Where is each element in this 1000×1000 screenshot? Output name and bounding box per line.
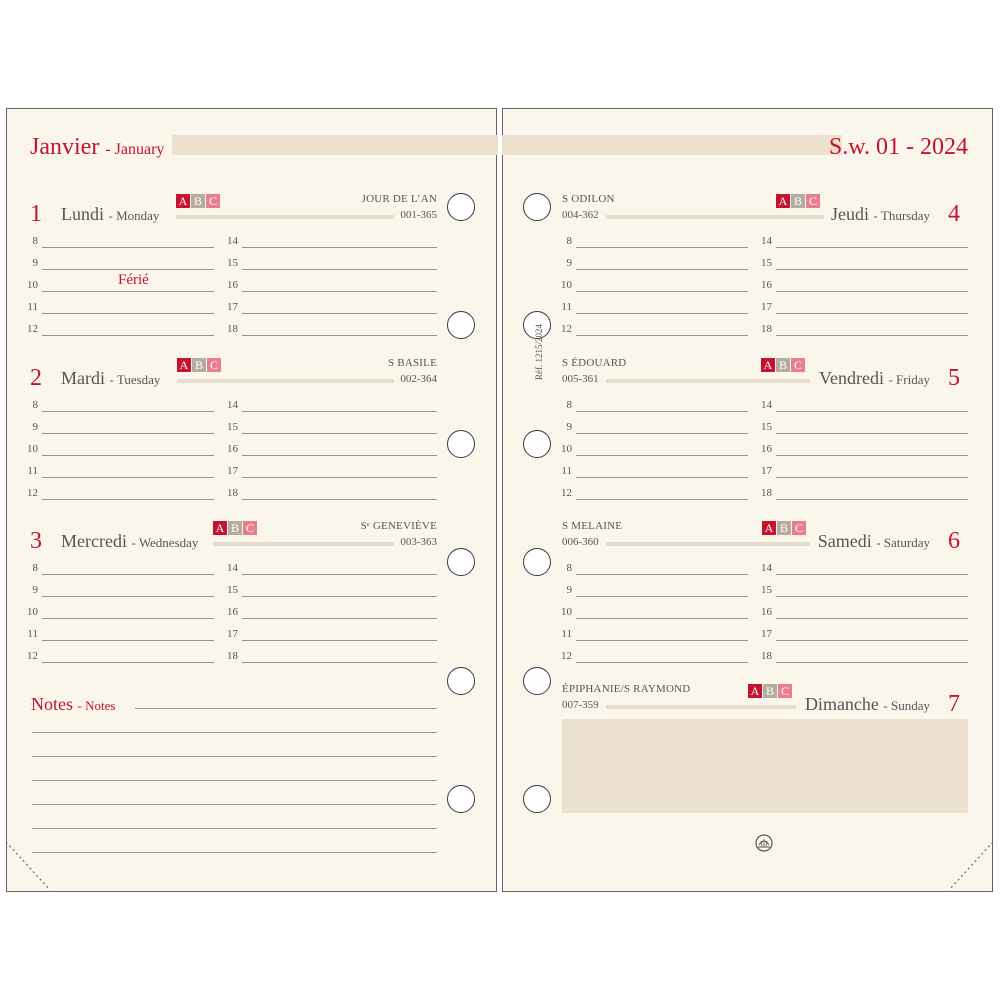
day-code: 003-363	[400, 536, 437, 548]
hour-line	[576, 662, 748, 663]
hour-label: 10	[27, 279, 38, 291]
hour-label: 16	[761, 606, 772, 618]
day-code: 002-364	[400, 373, 437, 385]
hour-label: 8	[566, 235, 572, 247]
hour-row[interactable]	[14, 320, 214, 342]
hour-row[interactable]	[214, 418, 437, 440]
day-underline	[606, 542, 810, 546]
hour-row[interactable]	[748, 232, 968, 254]
hour-label: 18	[227, 487, 238, 499]
hour-label: 8	[566, 562, 572, 574]
hour-row[interactable]	[548, 232, 748, 254]
hour-line	[576, 247, 748, 248]
hour-label: 12	[561, 487, 572, 499]
hour-line	[776, 574, 968, 575]
hour-row[interactable]	[748, 625, 968, 647]
hour-row[interactable]	[748, 298, 968, 320]
day-underline	[606, 705, 796, 709]
hour-label: 17	[761, 301, 772, 313]
hour-line	[776, 477, 968, 478]
hour-row[interactable]	[548, 276, 748, 298]
hour-row[interactable]	[14, 625, 214, 647]
day-underline	[177, 379, 394, 383]
hour-row[interactable]	[748, 320, 968, 342]
hour-label: 16	[761, 279, 772, 291]
hour-line	[776, 596, 968, 597]
hour-label: 9	[32, 257, 38, 269]
hour-label: 11	[27, 628, 38, 640]
day-underline	[176, 215, 394, 219]
hour-label: 16	[227, 606, 238, 618]
hour-line	[42, 433, 214, 434]
hour-label: 10	[561, 606, 572, 618]
notes-line[interactable]	[32, 852, 437, 853]
header-bar-left	[172, 135, 498, 155]
hour-label: 15	[761, 257, 772, 269]
hour-row[interactable]	[14, 647, 214, 669]
corner-fold-mark-right	[944, 840, 994, 892]
hour-label: 14	[761, 235, 772, 247]
notes-line[interactable]	[32, 804, 437, 805]
notes-line[interactable]	[135, 708, 437, 709]
hour-line	[776, 411, 968, 412]
hour-row[interactable]	[748, 254, 968, 276]
hour-row[interactable]	[214, 396, 437, 418]
hour-row[interactable]	[214, 232, 437, 254]
hour-row[interactable]	[748, 396, 968, 418]
hour-row[interactable]	[748, 418, 968, 440]
hour-label: 11	[561, 301, 572, 313]
hour-label: 10	[27, 606, 38, 618]
hour-line	[776, 640, 968, 641]
hour-label: 8	[566, 399, 572, 411]
hour-row[interactable]	[14, 484, 214, 506]
hour-row[interactable]	[748, 581, 968, 603]
hour-row[interactable]	[14, 298, 214, 320]
hour-row[interactable]	[214, 647, 437, 669]
hour-row[interactable]	[548, 462, 748, 484]
hour-line	[42, 618, 214, 619]
hour-line	[576, 335, 748, 336]
hour-line	[242, 596, 437, 597]
day-number: 4	[948, 201, 960, 227]
hour-line	[42, 477, 214, 478]
day-code: 007-359	[562, 699, 599, 711]
day-name: Lundi - Monday	[61, 204, 160, 224]
abc-priority-boxes: A B C	[176, 194, 220, 208]
hour-label: 8	[32, 562, 38, 574]
hour-label: 11	[561, 628, 572, 640]
day-name: Jeudi - Thursday	[831, 204, 930, 224]
hour-line	[576, 499, 748, 500]
hour-row[interactable]	[548, 647, 748, 669]
abc-priority-boxes: A B C	[761, 358, 805, 372]
hour-row[interactable]	[214, 581, 437, 603]
hour-label: 10	[27, 443, 38, 455]
hour-label: 11	[27, 301, 38, 313]
saint-name: S ÉDOUARD	[562, 357, 627, 369]
hour-row[interactable]	[214, 298, 437, 320]
hour-line	[576, 618, 748, 619]
saint-name: S ODILON	[562, 193, 615, 205]
hour-line	[242, 499, 437, 500]
month-title: Janvier - January	[30, 134, 165, 160]
sunday-box	[562, 719, 968, 813]
hour-label: 15	[227, 421, 238, 433]
corner-fold-mark-left	[6, 840, 56, 892]
hour-label: 18	[761, 650, 772, 662]
abc-priority-boxes: A B C	[776, 194, 820, 208]
hour-row[interactable]	[14, 440, 214, 462]
hour-row[interactable]	[548, 418, 748, 440]
abc-priority-boxes: A B C	[762, 521, 806, 535]
hour-row[interactable]	[14, 232, 214, 254]
hour-row[interactable]	[214, 254, 437, 276]
hour-label: 9	[566, 257, 572, 269]
hour-label: 9	[566, 421, 572, 433]
hour-label: 16	[761, 443, 772, 455]
hour-label: 17	[227, 465, 238, 477]
hour-line	[776, 618, 968, 619]
hour-line	[576, 477, 748, 478]
saint-name: S MELAINE	[562, 520, 623, 532]
hour-row[interactable]	[548, 603, 748, 625]
hour-line	[242, 477, 437, 478]
hour-label: 12	[561, 650, 572, 662]
hour-label: 12	[561, 323, 572, 335]
day-code: 004-362	[562, 209, 599, 221]
saint-name: S BASILE	[388, 357, 437, 369]
hour-label: 14	[227, 399, 238, 411]
holiday-note: Férié	[118, 272, 149, 288]
hour-line	[776, 499, 968, 500]
day-name: Mardi - Tuesday	[61, 368, 161, 388]
hour-line	[576, 596, 748, 597]
hour-line	[242, 313, 437, 314]
day-name: Mercredi - Wednesday	[61, 531, 199, 551]
hour-row[interactable]	[214, 603, 437, 625]
hour-row[interactable]	[14, 254, 214, 276]
hour-row[interactable]	[748, 559, 968, 581]
hour-label: 18	[227, 323, 238, 335]
hour-line	[242, 618, 437, 619]
hour-line	[242, 291, 437, 292]
notes-line[interactable]	[32, 828, 437, 829]
hour-row[interactable]	[748, 484, 968, 506]
hour-row[interactable]	[14, 559, 214, 581]
hour-line	[42, 411, 214, 412]
hour-row[interactable]	[214, 462, 437, 484]
hour-label: 14	[227, 562, 238, 574]
hour-row[interactable]	[548, 484, 748, 506]
hour-line	[242, 662, 437, 663]
day-number: 6	[948, 528, 960, 554]
hour-row[interactable]	[214, 320, 437, 342]
day-name: Vendredi - Friday	[818, 368, 930, 388]
hour-label: 14	[227, 235, 238, 247]
hour-line	[242, 455, 437, 456]
hour-label: 9	[32, 584, 38, 596]
hour-line	[776, 662, 968, 663]
hour-row[interactable]	[548, 396, 748, 418]
day-number: 5	[948, 365, 960, 391]
hour-line	[576, 291, 748, 292]
brand-logo-icon	[755, 834, 773, 852]
hour-line	[576, 269, 748, 270]
saint-name: JOUR DE L’AN	[361, 193, 437, 205]
hour-line	[776, 291, 968, 292]
hour-line	[42, 574, 214, 575]
day-underline	[213, 542, 394, 546]
hour-label: 16	[227, 279, 238, 291]
saint-name: Sᵉ GENEVIÈVE	[360, 520, 437, 532]
abc-priority-boxes: A B C	[748, 684, 792, 698]
abc-priority-boxes: A B C	[213, 521, 257, 535]
hour-row[interactable]	[548, 625, 748, 647]
hour-row[interactable]	[548, 298, 748, 320]
hour-row[interactable]	[14, 396, 214, 418]
hour-line	[42, 335, 214, 336]
hour-label: 12	[27, 323, 38, 335]
hour-row[interactable]	[748, 603, 968, 625]
hour-row[interactable]	[548, 254, 748, 276]
hour-line	[242, 247, 437, 248]
hour-label: 14	[761, 562, 772, 574]
hour-label: 10	[561, 279, 572, 291]
hour-label: 11	[561, 465, 572, 477]
day-number: 1	[30, 201, 42, 227]
hour-line	[576, 411, 748, 412]
hour-line	[242, 269, 437, 270]
hour-row[interactable]	[548, 559, 748, 581]
hour-label: 17	[761, 465, 772, 477]
hour-row[interactable]	[14, 418, 214, 440]
hour-label: 11	[27, 465, 38, 477]
hour-row[interactable]	[548, 320, 748, 342]
day-code: 006-360	[562, 536, 599, 548]
hour-label: 14	[761, 399, 772, 411]
hour-row[interactable]	[748, 276, 968, 298]
hour-line	[42, 269, 214, 270]
hour-line	[42, 291, 214, 292]
hour-row[interactable]	[14, 276, 214, 298]
hour-label: 17	[761, 628, 772, 640]
hour-line	[776, 269, 968, 270]
hour-row[interactable]	[14, 462, 214, 484]
hour-label: 15	[761, 584, 772, 596]
hour-row[interactable]	[748, 647, 968, 669]
hour-label: 12	[27, 650, 38, 662]
hour-line	[776, 335, 968, 336]
hour-line	[576, 455, 748, 456]
hour-row[interactable]	[14, 581, 214, 603]
hour-label: 15	[227, 257, 238, 269]
abc-priority-boxes: A B C	[177, 358, 221, 372]
day-number: 3	[30, 528, 42, 554]
hour-row[interactable]	[214, 276, 437, 298]
hour-line	[42, 455, 214, 456]
hour-row[interactable]	[548, 581, 748, 603]
hour-line	[42, 662, 214, 663]
hour-label: 18	[227, 650, 238, 662]
hour-line	[576, 433, 748, 434]
hour-line	[242, 411, 437, 412]
hour-row[interactable]	[214, 625, 437, 647]
hour-line	[42, 247, 214, 248]
hour-line	[776, 433, 968, 434]
hour-line	[242, 335, 437, 336]
notes-title: Notes - Notes	[31, 694, 116, 714]
header-bar-right	[502, 135, 842, 155]
hour-line	[576, 313, 748, 314]
day-code: 001-365	[400, 209, 437, 221]
hour-label: 18	[761, 323, 772, 335]
day-name: Samedi - Saturday	[817, 531, 930, 551]
hour-line	[776, 313, 968, 314]
day-code: 005-361	[562, 373, 599, 385]
hour-line	[242, 574, 437, 575]
notes-line[interactable]	[32, 756, 437, 757]
hour-row[interactable]	[214, 559, 437, 581]
day-number: 7	[948, 691, 960, 717]
day-underline	[606, 215, 824, 219]
hour-row[interactable]	[214, 484, 437, 506]
hour-label: 12	[27, 487, 38, 499]
reference-number: Réf. 1215/2024	[534, 324, 544, 380]
hour-label: 17	[227, 301, 238, 313]
hour-row[interactable]	[14, 603, 214, 625]
hour-row[interactable]	[548, 440, 748, 462]
punch-hole	[447, 785, 475, 813]
notes-line[interactable]	[32, 780, 437, 781]
hour-line	[576, 640, 748, 641]
hour-label: 16	[227, 443, 238, 455]
hour-line	[776, 455, 968, 456]
hour-label: 15	[761, 421, 772, 433]
day-name: Dimanche - Sunday	[804, 694, 930, 714]
week-number: S.w. 01 - 2024	[828, 134, 968, 160]
hour-line	[776, 247, 968, 248]
hour-row[interactable]	[214, 440, 437, 462]
hour-label: 9	[566, 584, 572, 596]
hour-label: 18	[761, 487, 772, 499]
hour-line	[42, 596, 214, 597]
hour-label: 9	[32, 421, 38, 433]
hour-label: 15	[227, 584, 238, 596]
hour-line	[42, 313, 214, 314]
hour-line	[576, 574, 748, 575]
hour-label: 8	[32, 235, 38, 247]
hour-label: 8	[32, 399, 38, 411]
hour-row[interactable]	[748, 462, 968, 484]
hour-line	[42, 499, 214, 500]
hour-line	[242, 640, 437, 641]
hour-line	[242, 433, 437, 434]
hour-row[interactable]	[748, 440, 968, 462]
hour-label: 10	[561, 443, 572, 455]
hour-line	[42, 640, 214, 641]
saint-name: ÉPIPHANIE/S RAYMOND	[562, 683, 691, 695]
day-number: 2	[30, 365, 42, 391]
notes-line[interactable]	[32, 732, 437, 733]
hour-label: 17	[227, 628, 238, 640]
day-underline	[606, 379, 810, 383]
